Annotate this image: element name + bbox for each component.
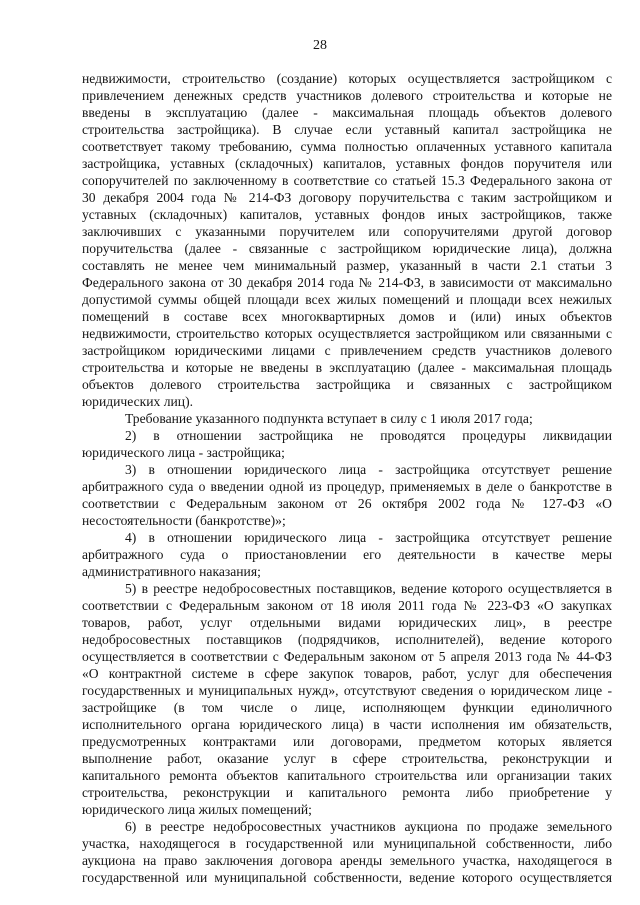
text-line: 3) в отношении юридического лица - застройщика отсутствует решение <box>125 462 612 477</box>
text-line: выполнение работ, оказание услуг в сфере строительства, реконструкции и <box>82 751 612 766</box>
text-line: осуществляется в соответствии с Федеральным законом от 5 апреля 2013 года № 44-ФЗ <box>82 649 612 664</box>
text-line: составлять не менее чем минимальный размер, указанный в части 2.1 статьи 3 <box>82 258 612 273</box>
text-line: объектов долевого строительства застройщика и связанных с застройщиком <box>82 377 612 392</box>
text-line: исполнительного органа юридического лица) в части исполнения им обязательств, <box>82 717 612 732</box>
text-line: сопоручителей по заключенному в соответствие со статьей 15.3 Федерального закона от <box>82 173 612 188</box>
text-line: юридического лица жилых помещений; <box>82 802 312 817</box>
text-line: недобросовестных поставщиков (подрядчиков, исполнителей), ведение которого <box>82 632 612 647</box>
text-line: государственных и муниципальных нужд», отсутствуют сведения о юридическом лице - <box>82 683 612 698</box>
text-line: арбитражного суда о приостановлении его деятельности в качестве меры <box>82 547 612 562</box>
text-line: государственной или муниципальной собственности, ведение которого осуществляется <box>82 870 612 885</box>
text-line: участка, находящегося в государственной или муниципальной собственности, либо <box>82 836 612 851</box>
text-line: юридического лица - застройщика; <box>82 445 285 460</box>
text-line: строительства застройщика). В случае если уставный капитал застройщика не <box>82 122 612 137</box>
text-line: «О контрактной системе в сфере закупок товаров, работ, услуг для обеспечения <box>82 666 612 681</box>
text-line: соответствует такому требованию, сумма полностью оплаченных уставного капитала <box>82 139 612 154</box>
text-line: уставных (складочных) капиталов, уставных фондов иных застройщиков, также <box>82 207 612 222</box>
text-line: допустимой суммы общей площади всех жилых помещений и площади всех нежилых <box>82 292 612 307</box>
text-line: застройщике (в том числе о лице, исполняющем функции единоличного <box>82 700 612 715</box>
text-line: арбитражного суда о введении одной из процедур, применяемых в деле о банкротстве в <box>82 479 612 494</box>
text-line: капитального ремонта объектов капитального строительства или организации таких <box>82 768 612 783</box>
text-line: недвижимости, строительство (создание) которых осуществляется застройщиком с <box>82 71 612 86</box>
text-line: административного наказания; <box>82 564 261 579</box>
text-line: строительства, реконструкции и капитального ремонта либо приобретение у <box>82 785 612 800</box>
text-line: 5) в реестре недобросовестных поставщиков, ведение которого осуществляется в <box>125 581 612 596</box>
text-line: 6) в реестре недобросовестных участников аукциона по продаже земельного <box>125 819 612 834</box>
text-line: привлечением денежных средств участников долевого строительства и которые не <box>82 88 612 103</box>
text-line: поручительства (далее - связанные с застройщиком юридические лица), должна <box>82 241 612 256</box>
text-line: соответствии с Федеральным законом от 18 июля 2011 года № 223-ФЗ «О закупках <box>82 598 612 613</box>
text-line: строительства и которые не введены в эксплуатацию (далее - максимальная площадь <box>82 360 612 375</box>
text-line: предусмотренных контрактами или договорами, предметом которых является <box>82 734 612 749</box>
text-line: застройщиком юридическими лицами с привлечением средств участников долевого <box>82 343 612 358</box>
text-line: соответствии с Федеральным законом от 26 октября 2002 года № 127-ФЗ «О <box>82 496 612 511</box>
text-line: аукциона на право заключения договора аренды земельного участка, находящегося в <box>82 853 612 868</box>
text-line: 30 декабря 2004 года № 214-ФЗ договору поручительства с таким застройщиком и <box>82 190 612 205</box>
text-line: заключивших с указанными поручителем или сопоручителями другой договор <box>82 224 612 239</box>
text-line: несостоятельности (банкротстве)»; <box>82 513 286 528</box>
text-line: введены в эксплуатацию (далее - максимальная площадь объектов долевого <box>82 105 612 120</box>
text-line: помещений в составе всех многоквартирных домов и (или) иных объектов <box>82 309 612 324</box>
text-line: 2) в отношении застройщика не проводятся процедуры ликвидации <box>125 428 612 443</box>
text-line: 4) в отношении юридического лица - застройщика отсутствует решение <box>125 530 612 545</box>
text-line: застройщика, уставных (складочных) капиталов, уставных фондов поручителя или <box>82 156 612 171</box>
text-line: юридических лиц). <box>82 394 193 409</box>
text-line: Требование указанного подпункта вступает в силу с 1 июля 2017 года; <box>125 411 533 426</box>
text-line: товаров, работ, услуг отдельными видами юридических лиц», в реестре <box>82 615 612 630</box>
text-line: Федерального закона от 30 декабря 2014 года № 214-ФЗ, в зависимости от максимально <box>82 275 612 290</box>
page-number: 28 <box>313 38 327 53</box>
text-line: недвижимости, строительство которых осуществляется застройщиком или связанными с <box>82 326 612 341</box>
